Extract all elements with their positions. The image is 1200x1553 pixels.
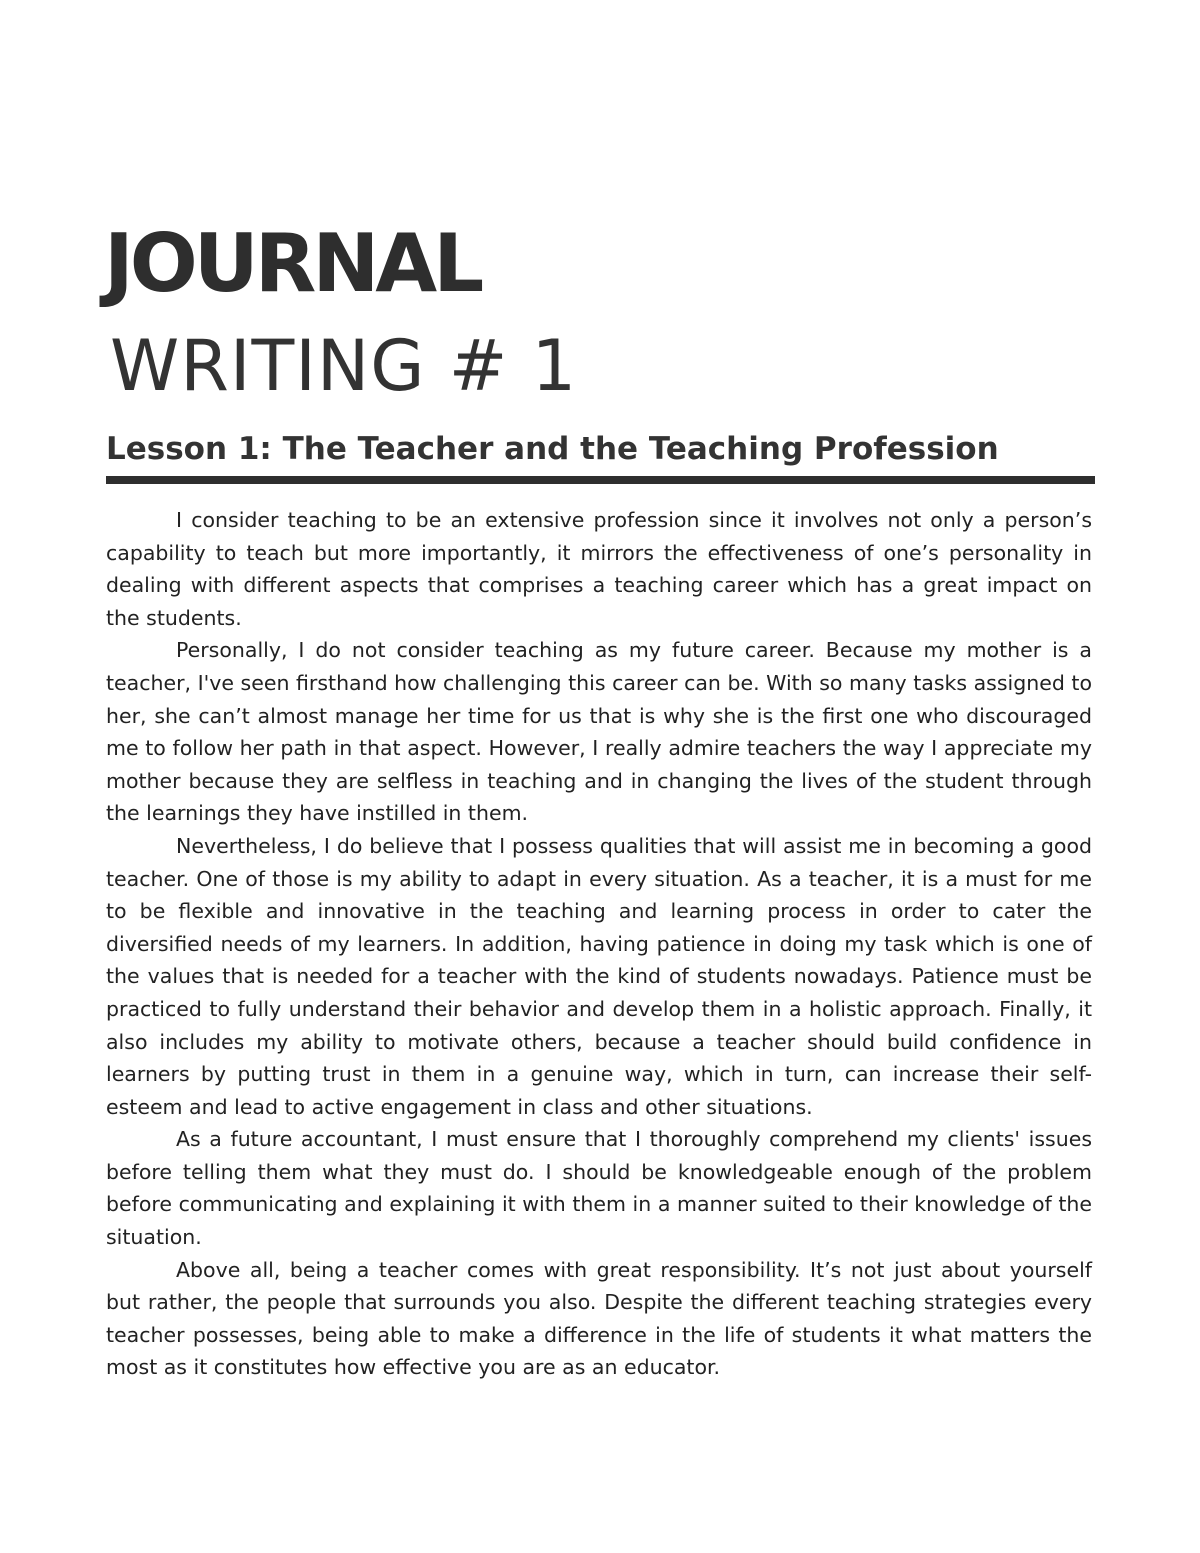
paragraph-5: Above all, being a teacher comes with great responsibility. It’s not just about yourself but rather, the people that surrounds you also. Despite the different teaching strategies every teacher possesses, being able to make a difference in the life of students it what matters the most as it constitutes how effective you are as an educator. — [106, 1257, 1092, 1380]
paragraph-2: Personally, I do not consider teaching as my future career. Because my mother is a teacher, I've seen firsthand how challenging this career can be. With so many tasks assigned to her, she can’t almost manage her time for us that is why she is the first one who discouraged me to follow her path in that aspect. However, I really admire teachers the way I appreciate my mother because they are selfless in teaching and in changing the lives of the student through the learnings they have instilled in them. — [106, 638, 1092, 826]
heading-divider — [106, 476, 1095, 484]
paragraph-1: I consider teaching to be an extensive profession since it involves not only a person’s capability to teach but more importantly, it mirrors the effectiveness of one’s personality in dealing with different aspects that comprises a teaching career which has a great impact on the students. — [106, 508, 1092, 630]
journal-body — [106, 504, 1092, 1384]
paragraph-3: Nevertheless, I do believe that I possess qualities that will assist me in becoming a good teacher. One of those is my ability to adapt in every situation. As a teacher, it is a must for me to be flexible and innovative in the teaching and learning process in order to cater the diversified needs of my learners. In addition, having patience in doing my task which is one of the values that is needed for a teacher with the kind of students nowadays. Patience must be practiced to fully understand their behavior and develop them in a holistic approach. Finally, it also includes my ability to motivate others, because a teacher should build confidence in learners by putting trust in them in a genuine way, which in turn, can increase their self-esteem and lead to active engagement in class and other situations. — [106, 833, 1092, 1119]
journal-subtitle: WRITING # 1 — [110, 325, 578, 407]
paragraph-4: As a future accountant, I must ensure that I thoroughly comprehend my clients' issues before telling them what they must do. I should be knowledgeable enough of the problem before communicating and explaining it with them in a manner suited to their knowledge of the situation. — [106, 1127, 1092, 1250]
journal-title: JOURNAL — [104, 217, 481, 310]
lesson-heading: Lesson 1: The Teacher and the Teaching Profession — [106, 431, 999, 467]
